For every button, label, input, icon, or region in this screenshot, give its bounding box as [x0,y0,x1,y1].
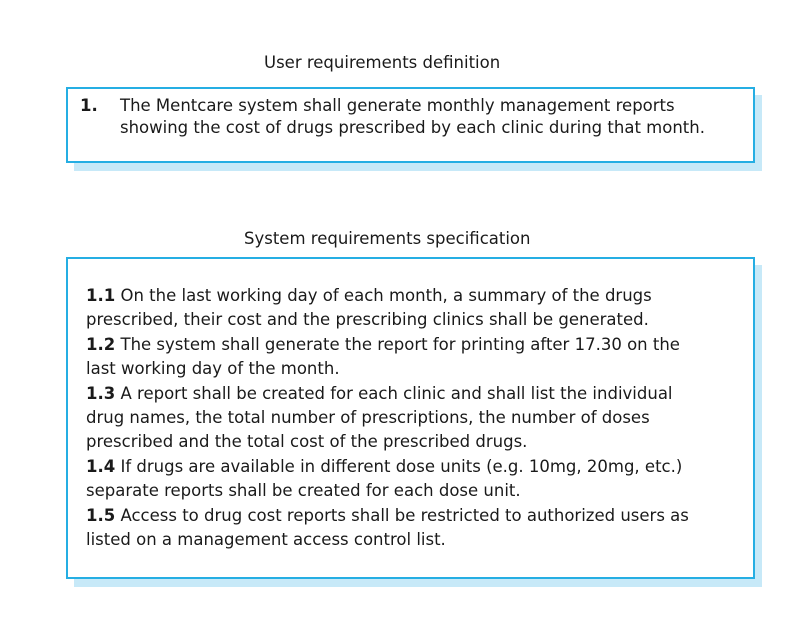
user-requirements-box [66,87,764,171]
user-requirement-line: showing the cost of drugs prescribed by each clinic during that month. [120,118,705,137]
requirement-text-line: listed on a management access control list. [86,529,446,549]
requirement-text-line: separate reports shall be created for each dose unit. [86,481,521,501]
requirement-text-line: prescribed and the total cost of the prescribed drugs. [86,432,528,452]
requirement-number: 1.1 [86,286,116,305]
system-requirements-box [66,257,764,587]
requirement-text: On the last working day of each month, a summary of the drugs [120,286,652,305]
requirement-number: 1.3 [86,383,116,403]
system-requirements-list [86,284,689,552]
requirement-text: If drugs are available in different dose units (e.g. 10mg, 20mg, etc.) [120,456,683,476]
system-requirement-1-4 [86,455,689,479]
requirement-text: Access to drug cost reports shall be restricted to authorized users as [120,505,689,525]
requirement-number: 1.4 [86,456,116,476]
system-requirements-title: System requirements specification [244,229,531,248]
system-requirement-1-3 [86,382,689,406]
requirement-text: A report shall be created for each clinic and shall list the individual [120,383,673,403]
requirement-text-line: drug names, the total number of prescriptions, the number of doses [86,407,650,427]
system-requirement-1-1 [86,284,689,308]
system-requirement-1-2 [86,333,689,357]
system-requirement-1-5 [86,504,689,528]
user-requirement-text [120,95,760,139]
system-requirements-box-frame [66,257,755,579]
user-requirement-line: The Mentcare system shall generate monthly management reports [120,96,675,115]
user-requirement-number: 1. [80,96,98,115]
requirement-number: 1.2 [86,334,116,354]
requirement-text: The system shall generate the report for printing after 17.30 on the [120,334,680,354]
user-requirements-box-frame [66,87,755,163]
requirement-text-line: prescribed, their cost and the prescribing clinics shall be generated. [86,310,649,330]
user-requirements-title: User requirements definition [264,53,501,72]
requirement-number: 1.5 [86,505,116,525]
requirement-text-line: last working day of the month. [86,359,340,379]
